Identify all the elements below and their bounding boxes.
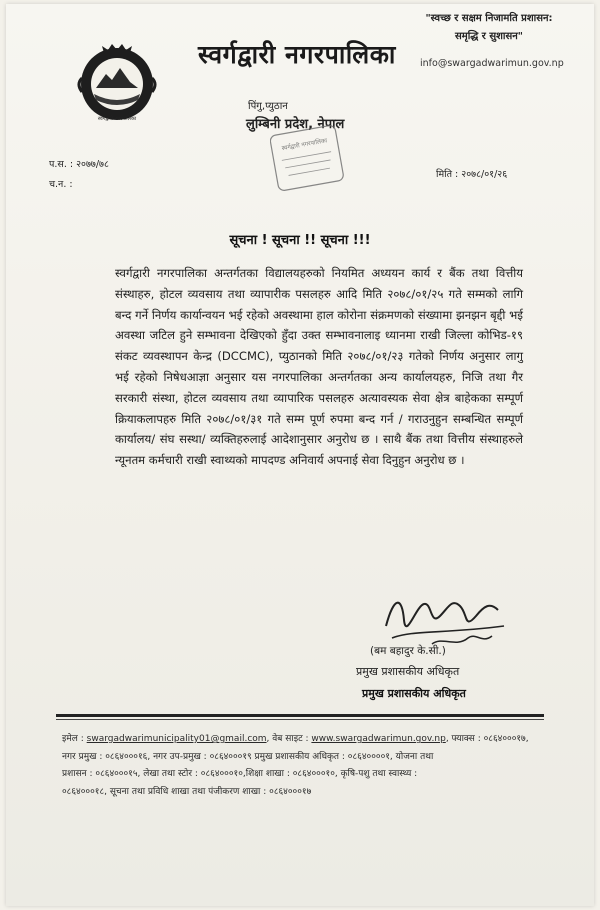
municipality-logo-icon: [72, 40, 162, 124]
notice-body: स्वर्गद्वारी नगरपालिका अन्तर्गतका विद्यालयहरुको नियमित अध्ययन कार्य र बैंक तथा वित्तीय संस्थाहरु, होटल व्यवसाय तथा व्यापारीक पसलहरु आदि मिति २०७८/०१/२५ गते सम्मको लागि बन्द गर्ने निर्णय कार्यान्वयन भई रहेको अवस्थामा हाल कोरोना संक्रमणको संख्यामा झनझन बृद्दी भई अवस्था जटिल हुने सम्भावना देखिएको हुँदा उक्त सम्भावनालाइ ध्यानमा राखी जिल्ला कोभिड-१९ संकट व्यवस्थापन केन्द्र (DCCMC), प्युठानको मिति २०७८/०१/२३ गतेको निर्णय अनुसार लागु भई रहेको निषेधआज्ञा अनुसार यस नगरपालिका अन्तर्गतका अन्य कार्यालयहरु, निजि तथा गैर सरकारी संस्था, होटल व्यवसाय तथा व्यापारिक पसलहरु अत्यावस्यक सेवा क्षेत्र बाहेकका सम्पूर्ण क्रियाकलापहरु मिति २०७८/०१/३१ गते सम्म पूर्ण रुपमा बन्द गर्न / गराउनुहुन सम्बन्धित सम्पूर्ण कार्यालय/ संघ सस्था/ व्यक्तिहरुलाई आदेशानुसार अनुरोध छ । साथै बैंक तथा वित्तीय संस्थाहरुले न्यूनतम कर्मचारी राखी स्वाथ्यको मापदण्ड अनिवार्य अपनाई सेवा दिनुहुन अनुरोध छ ।: [115, 266, 523, 468]
footer-line-2: नगर प्रमुख : ०८६४०००१६, नगर उप-प्रमुख : ०८६४०००१९ प्रमुख प्रशासकीय अधिकृत : ०८६४००००१, योजना तथा: [62, 751, 434, 762]
municipality-title: स्वर्गद्वारी नगरपालिका: [198, 40, 396, 69]
footer-line-3: प्रशासन : ०८६४०००१५, लेखा तथा स्टोर : ०८६४०००१०,शिक्षा शाखा : ०८६४०००१०, कृषि-पशु तथा स्वास्थ्य :: [62, 769, 418, 779]
letter-date: मिति : २०७८/०१/२६: [436, 169, 508, 180]
stamp-text: स्वर्गद्वारी नगरपालिका: [281, 137, 328, 153]
footer-contacts: [62, 731, 548, 801]
footer-line-1: [62, 731, 548, 749]
motto: [414, 10, 564, 46]
signer-title-stamp: प्रमुख प्रशासकीय अधिकृत: [362, 687, 466, 700]
office-stamp-icon: [270, 124, 344, 194]
footer-fax: , फ्याक्स : ०८६४०००१७,: [445, 734, 529, 744]
signer-title: प्रमुख प्रशासकीय अधिकृत: [356, 665, 460, 678]
footer-email-link[interactable]: swargadwarimunicipality01@gmail.com: [86, 734, 267, 744]
motto-line-2: समृद्धि र सुशासन": [454, 31, 524, 42]
header-email: info@swargadwarimun.gov.np: [420, 58, 564, 69]
office-location: पिंगु,प्युठान: [248, 101, 288, 112]
letter-number: प.स. : २०७७/७८: [49, 159, 109, 170]
footer-website-link[interactable]: www.swargadwarimun.gov.np: [311, 734, 446, 744]
province-country: लुम्बिनी प्रदेश, नेपाल: [246, 117, 345, 132]
signer-name: (बम बहादुर के.सी.): [370, 645, 446, 657]
footer-email-label: इमेल :: [62, 734, 87, 744]
dispatch-number: च.न. :: [49, 179, 73, 190]
footer-rule-thin: [56, 719, 544, 720]
footer-line-4: ०८६४०००१८, सूचना तथा प्रविधि शाखा तथा पंजीकरण शाखा : ०८६४०००१७: [62, 786, 312, 797]
motto-line-1: "स्वच्छ र सक्षम निजामति प्रशासन:: [425, 13, 553, 24]
notice-subject: सूचना ! सूचना !! सूचना !!!: [229, 233, 371, 248]
footer-web-label: , वेब साइट :: [266, 734, 312, 744]
footer-rule-thick: [56, 714, 544, 717]
logo-caption: स्वर्गद्वारी नगरपालिका: [97, 116, 137, 122]
